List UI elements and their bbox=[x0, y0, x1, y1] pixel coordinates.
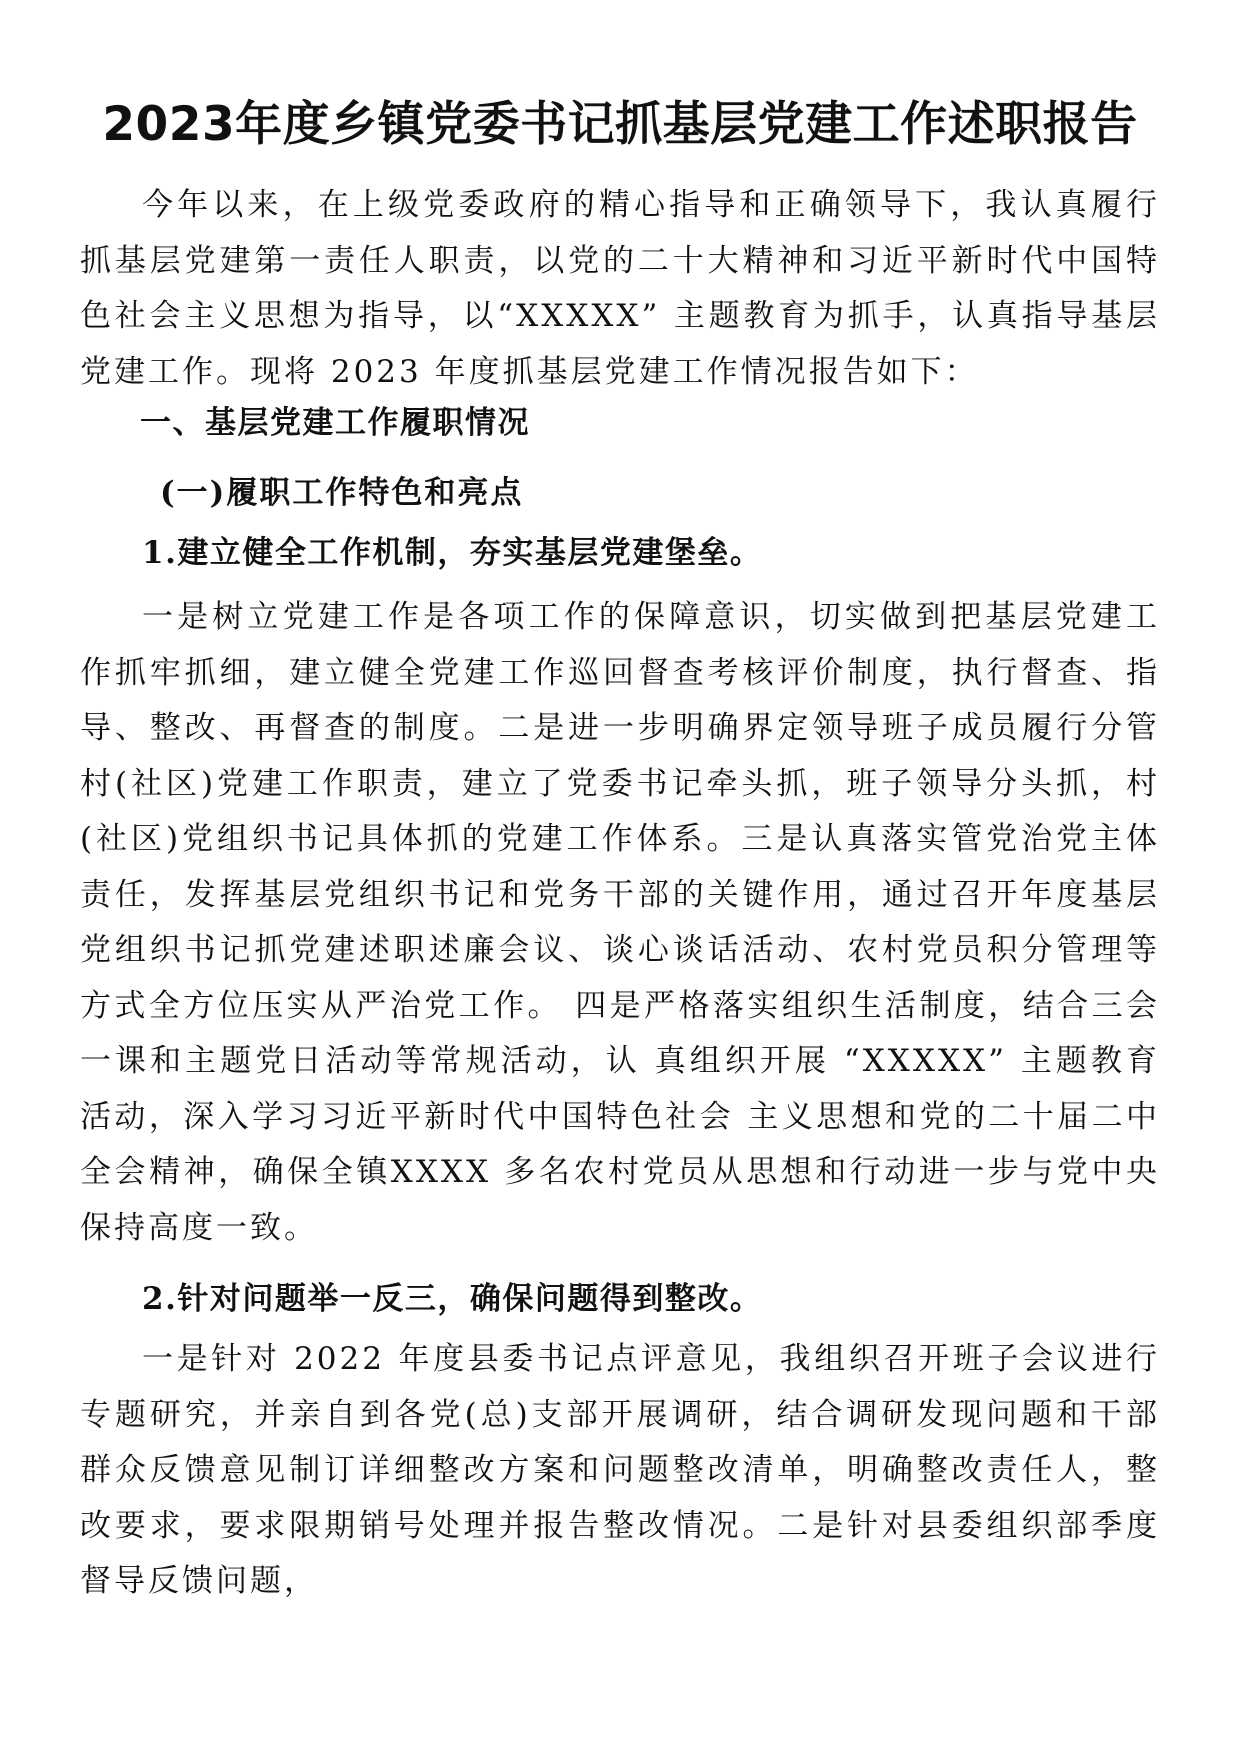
intro-paragraph: 今年以来，在上级党委政府的精心指导和正确领导下，我认真履行抓基层党建第一责任人职责，以党的二十大精神和习近平新时代中国特色社会主义思想为指导，以“XXXXX” 主题教育为抓手，认真指导基层党建工作。现将 2023 年度抓基层党建工作情况报告如下： bbox=[80, 187, 1160, 390]
item-heading-2: 2.针对问题举一反三，确保问题得到整改。 bbox=[142, 1281, 763, 1317]
item-1-paragraph: 一是树立党建工作是各项工作的保障意识，切实做到把基层党建工作抓牢抓细，建立健全党建工作巡回督查考核评价制度，执行督查、指导、整改、再督查的制度。二是进一步明确界定领导班子成员履行分管村(社区)党建工作职责，建立了党委书记牵头抓，班子领导分头抓，村(社区)党组织书记具体抓的党建工作体系。三是认真落实管党治党主体责任，发挥基层党组织书记和党务干部的关键作用，通过召开年度基层党组织书记抓党建述职述廉会议、谈心谈话活动、农村党员积分管理等方式全方位压实从严治党工作。 四是严格落实组织生活制度，结合三会一课和主题党日活动等常规活动，认 真组织开展 “XXXXX” 主题教育活动，深入学习习近平新时代中国特色社会 主义思想和党的二十届二中全会精神，确保全镇XXXX 多名农村党员从思想和行动进一步与党中央保持高度一致。 bbox=[80, 599, 1160, 1246]
subsection-heading: (一)履职工作特色和亮点 bbox=[160, 475, 524, 511]
item-heading-1: 1.建立健全工作机制，夯实基层党建堡垒。 bbox=[142, 535, 763, 571]
section-heading: 一、基层党建工作履职情况 bbox=[140, 405, 530, 441]
item-2-paragraph: 一是针对 2022 年度县委书记点评意见，我组织召开班子会议进行专题研究，并亲自到各党(总)支部开展调研，结合调研发现问题和干部群众反馈意见制订详细整改方案和问题整改清单，明确整改责任人，整改要求，要求限期销号处理并报告整改情况。二是针对县委组织部季度督导反馈问题， bbox=[80, 1341, 1160, 1599]
document-title: 2023年度乡镇党委书记抓基层党建工作述职报告 bbox=[102, 97, 1138, 152]
